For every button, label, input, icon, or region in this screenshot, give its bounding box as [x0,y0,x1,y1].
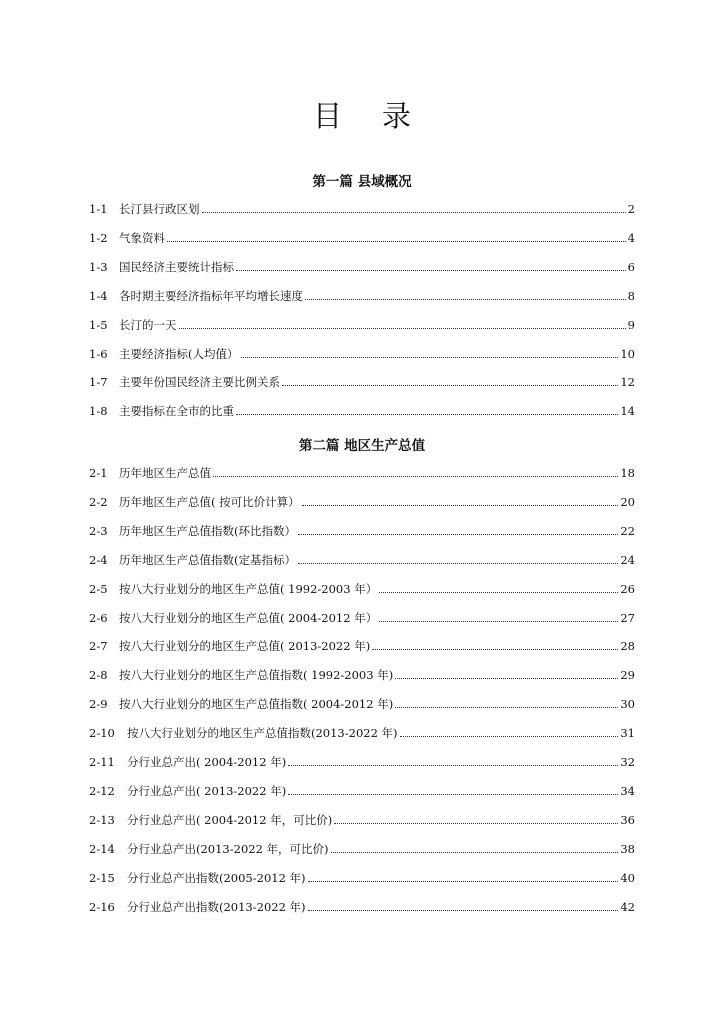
toc-entry[interactable] [89,810,635,828]
toc-entry-number: 2-3 [89,523,108,538]
toc-entry-title: 分行业总产出指数(2005-2012 年) [127,870,306,885]
dot-leader [400,735,619,737]
dot-leader [331,851,619,853]
toc-entry-number: 2-12 [89,783,115,798]
toc-entry-page: 2 [627,202,635,216]
toc-entry-title: 历年地区生产总值( 按可比价计算） [119,494,300,509]
toc-entry-page: 27 [620,610,635,625]
toc-entry[interactable] [89,286,635,304]
toc-entry-number: 1-6 [89,346,108,361]
toc-entry-number: 1-7 [89,375,108,390]
dot-leader [302,504,619,506]
toc-entry-number: 2-9 [89,697,108,712]
toc-entry[interactable] [89,752,635,770]
toc-entry-number: 2-16 [89,899,115,914]
dot-leader [372,648,618,650]
section-heading: 第二篇 地区生产总值 [298,438,426,454]
toc-entry-page: 24 [620,552,635,567]
toc-entry[interactable] [89,492,635,510]
dot-leader [213,475,618,477]
toc-entry-number: 2-8 [89,668,108,683]
toc-entry-title: 按八大行业划分的地区生产总值( 1992-2003 年） [119,581,378,596]
dot-leader [179,327,626,329]
toc-entry-page: 40 [620,870,635,885]
toc-entry-page: 14 [620,404,635,419]
toc-entry[interactable] [89,723,635,741]
toc-entry[interactable] [89,636,635,654]
title-char-right: 录 [382,99,412,133]
toc-entry-title: 国民经济主要统计指标 [119,259,234,274]
toc-entry-title: 按八大行业划分的地区生产总值指数( 1992-2003 年) [119,668,394,683]
toc-entry-page: 28 [620,639,635,654]
toc-entry-title: 长汀县行政区划 [119,202,200,216]
toc-entry[interactable] [89,694,635,712]
toc-entry-number: 2-4 [89,552,108,567]
title-char-left: 目 [312,99,342,133]
toc-entry-title: 分行业总产出( 2004-2012 年，可比价) [127,812,333,827]
toc-entry-title: 分行业总产出指数(2013-2022 年) [127,899,306,914]
toc-entry[interactable] [89,401,635,419]
toc-entry-title: 分行业总产出( 2013-2022 年) [127,783,287,798]
toc-entry-title: 各时期主要经济指标年平均增长速度 [119,288,303,303]
toc-entry-page: 12 [620,375,635,390]
toc-entry[interactable] [89,579,635,597]
toc-entry-number: 2-11 [89,755,115,769]
toc-entry-number: 1-8 [89,404,108,419]
toc-entry-title: 按八大行业划分的地区生产总值指数( 2004-2012 年) [119,697,394,712]
dot-leader [298,533,618,535]
toc-entry-page: 38 [620,841,635,856]
toc-entry[interactable] [89,665,635,683]
toc-entry-number: 2-14 [89,841,115,856]
toc-entry-title: 历年地区生产总值 [119,466,211,480]
dot-leader [379,620,618,622]
toc-entry-title: 主要指标在全市的比重 [119,404,234,419]
dot-leader [334,822,618,824]
dot-leader [308,880,619,882]
toc-entry-number: 2-13 [89,812,115,827]
toc-entry-number: 2-7 [89,639,108,654]
toc-entry[interactable] [89,608,635,626]
toc-entry[interactable] [89,781,635,799]
toc-entry-page: 20 [620,494,635,509]
toc-entry[interactable] [89,521,635,539]
dot-leader [236,269,626,271]
toc-entry-page: 30 [620,697,635,712]
toc-entry-title: 长汀的一天 [119,317,177,332]
toc-entry[interactable] [89,372,635,390]
toc-entry-title: 气象资料 [119,230,165,245]
toc-entry-page: 8 [627,288,635,303]
toc-entry-number: 2-1 [89,466,108,480]
toc-entry-page: 22 [620,523,635,538]
dot-leader [298,562,618,564]
toc-entry-page: 34 [620,783,635,798]
toc-entry-number: 2-15 [89,870,115,885]
toc-entry[interactable] [89,199,635,217]
dot-leader [379,591,618,593]
toc-entry[interactable] [89,897,635,915]
toc-entry[interactable] [89,463,635,481]
toc-entry[interactable] [89,550,635,568]
toc-entry[interactable] [89,257,635,275]
toc-entry-number: 1-4 [89,288,108,303]
toc-entry-title: 按八大行业划分的地区生产总值( 2004-2012 年） [119,610,378,625]
toc-entry-number: 2-10 [89,726,115,741]
toc-entry-number: 2-6 [89,610,108,625]
toc-entry-number: 1-5 [89,317,108,332]
toc-entry-title: 历年地区生产总值指数(环比指数） [119,523,296,538]
toc-entry-number: 1-1 [89,202,108,216]
section-heading: 第一篇 县域概况 [312,174,412,190]
dot-leader [167,240,626,242]
dot-leader [395,706,618,708]
toc-entry-number: 2-2 [89,494,108,509]
dot-leader [288,764,618,766]
toc-entry-page: 10 [620,346,635,361]
toc-entry-title: 主要经济指标(人均值） [119,346,239,361]
dot-leader [305,298,626,300]
toc-entry-title: 分行业总产出( 2004-2012 年) [127,755,287,769]
toc-entry-page: 18 [620,466,635,480]
toc-entry-title: 分行业总产出(2013-2022 年，可比价) [127,841,329,856]
toc-entry[interactable] [89,344,635,362]
toc-entry-page: 29 [620,668,635,683]
toc-entry-page: 9 [627,317,635,332]
toc-entry-page: 26 [620,581,635,596]
toc-entry-number: 2-5 [89,581,108,596]
toc-entry-title: 主要年份国民经济主要比例关系 [119,375,280,390]
toc-entry-number: 1-3 [89,259,108,274]
dot-leader [288,793,618,795]
toc-entry-title: 历年地区生产总值指数(定基指标） [119,552,296,567]
dot-leader [202,211,626,213]
toc-entry[interactable] [89,228,635,246]
toc-entry-title: 按八大行业划分的地区生产总值( 2013-2022 年) [119,639,371,654]
dot-leader [308,909,619,911]
toc-entry[interactable] [89,868,635,886]
toc-entry-page: 4 [627,230,635,245]
toc-entry[interactable] [89,839,635,857]
dot-leader [282,384,618,386]
toc-entry-number: 1-2 [89,230,108,245]
toc-entry-page: 32 [620,755,635,769]
toc-entry-page: 36 [620,812,635,827]
toc-entry-title: 按八大行业划分的地区生产总值指数(2013-2022 年) [127,726,398,741]
dot-leader [395,677,618,679]
page-title [0,94,724,135]
toc-entry-page: 31 [620,726,635,741]
toc-entry-page: 42 [620,899,635,914]
toc-entry[interactable] [89,315,635,333]
toc-entry-page: 6 [627,259,635,274]
dot-leader [236,413,618,415]
dot-leader [241,356,619,358]
